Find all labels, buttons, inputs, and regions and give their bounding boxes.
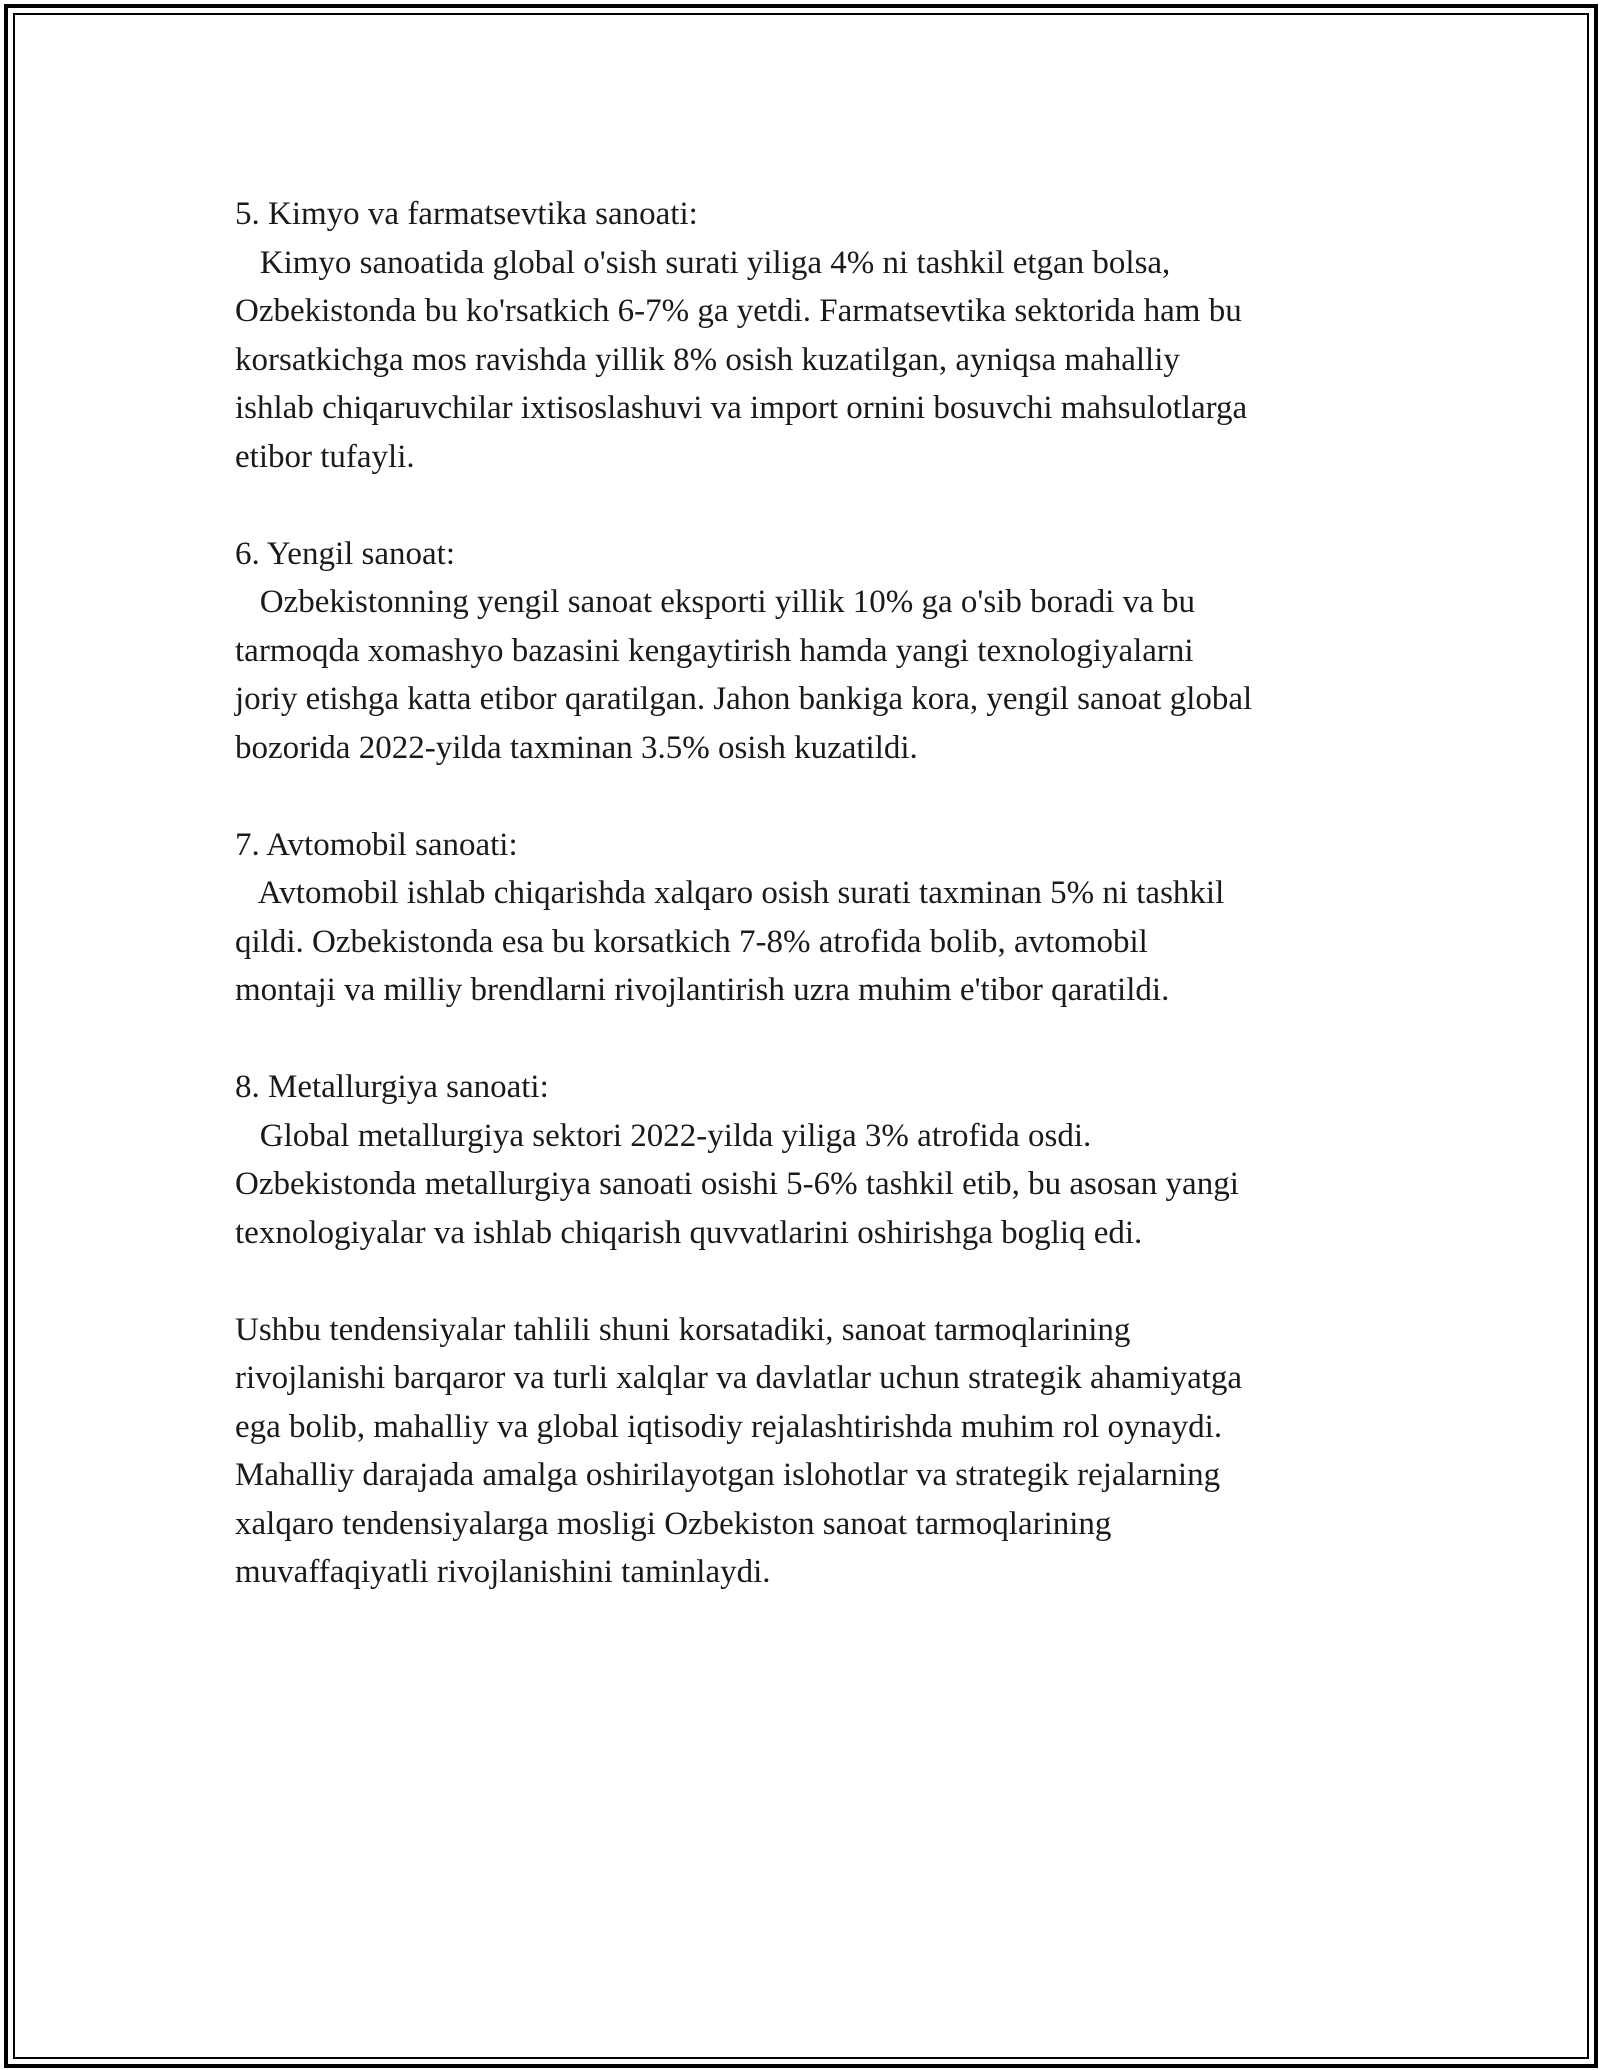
paragraph-line: texnologiyalar va ishlab chiqarish quvvatlarini oshirishga bogliq edi.: [235, 1214, 1143, 1251]
section-heading: 5. Kimyo va farmatsevtika sanoati:: [235, 196, 698, 232]
paragraph-line: qildi. Ozbekistonda esa bu korsatkich 7-8% atrofida bolib, avtomobil: [235, 923, 1148, 960]
paragraph-line: korsatkichga mos ravishda yillik 8% osish kuzatilgan, ayniqsa mahalliy: [235, 341, 1180, 378]
paragraph-line: montaji va milliy brendlarni rivojlantirish uzra muhim e'tibor qaratildi.: [235, 972, 1170, 1008]
section-automotive: [235, 821, 1375, 1015]
conclusion-paragraph: [235, 1306, 1375, 1597]
paragraph-line: Mahalliy darajada amalga oshirilayotgan islohotlar va strategik rejalarning: [235, 1457, 1221, 1493]
paragraph-line: Ozbekistonda bu ko'rsatkich 6-7% ga yetdi. Farmatsevtika sektorida ham bu: [235, 293, 1242, 329]
paragraph-line: Ozbekistonda metallurgiya sanoati osishi 5-6% tashkil etib, bu asosan yangi: [235, 1166, 1239, 1202]
paragraph-line: ega bolib, mahalliy va global iqtisodiy rejalashtirishda muhim rol oynaydi.: [235, 1408, 1223, 1445]
paragraph-line: Avtomobil ishlab chiqarishda xalqaro osish surati taxminan 5% ni tashkil: [235, 875, 1225, 911]
section-chemical-pharma: [235, 190, 1375, 481]
paragraph-line: ishlab chiqaruvchilar ixtisoslashuvi va import ornini bosuvchi mahsulotlarga: [235, 390, 1248, 426]
section-metallurgy: [235, 1063, 1375, 1257]
paragraph-line: tarmoqda xomashyo bazasini kengaytirish hamda yangi texnologiyalarni: [235, 632, 1194, 669]
section-heading: 8. Metallurgiya sanoati:: [235, 1069, 549, 1105]
document-body: [235, 190, 1375, 1645]
paragraph-line: bozorida 2022-yilda taxminan 3.5% osish kuzatildi.: [235, 729, 918, 766]
paragraph-line: Kimyo sanoatida global o'sish surati yiliga 4% ni tashkil etgan bolsa,: [235, 244, 1171, 281]
paragraph-line: Global metallurgiya sektori 2022-yilda yiliga 3% atrofida osdi.: [235, 1117, 1092, 1154]
paragraph-line: Ozbekistonning yengil sanoat eksporti yillik 10% ga o'sib boradi va bu: [235, 584, 1196, 620]
paragraph-line: muvaffaqiyatli rivojlanishini taminlaydi.: [235, 1554, 771, 1590]
section-heading: 6. Yengil sanoat:: [235, 535, 456, 572]
paragraph-line: Ushbu tendensiyalar tahlili shuni korsatadiki, sanoat tarmoqlarining: [235, 1311, 1131, 1348]
paragraph-line: xalqaro tendensiyalarga mosligi Ozbekiston sanoat tarmoqlarining: [235, 1505, 1112, 1542]
paragraph-line: rivojlanishi barqaror va turli xalqlar va davlatlar uchun strategik ahamiyatga: [235, 1360, 1243, 1396]
paragraph-line: etibor tufayli.: [235, 438, 415, 475]
section-light-industry: [235, 530, 1375, 773]
paragraph-line: joriy etishga katta etibor qaratilgan. Jahon bankiga kora, yengil sanoat global: [235, 681, 1253, 717]
section-heading: 7. Avtomobil sanoati:: [235, 826, 518, 863]
